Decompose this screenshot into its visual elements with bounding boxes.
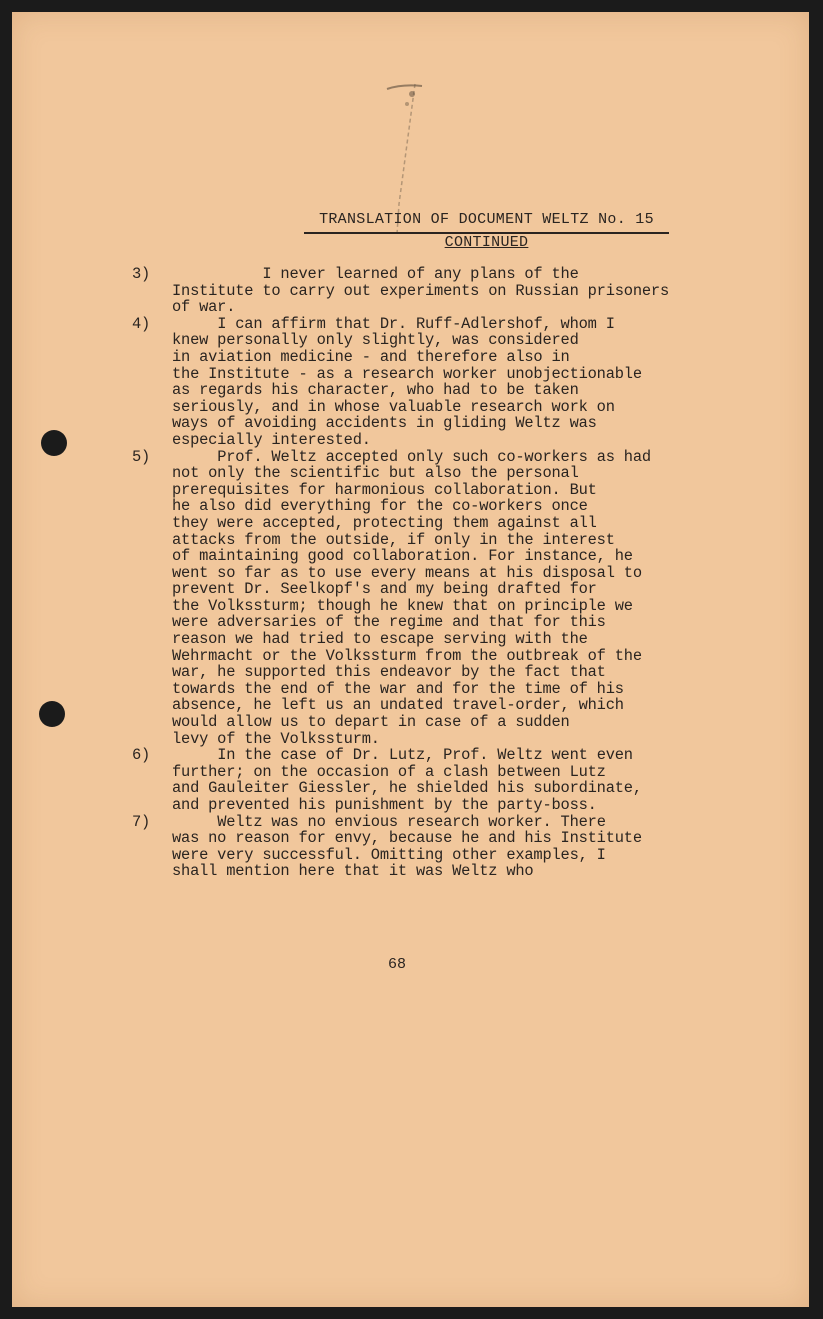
paragraph-7 <box>132 814 772 880</box>
paragraph-text: I can affirm that Dr. Ruff-Adlershof, whom I knew personally only slightly, was considered in aviation medicine - and therefore also in the Institute - as a research worker unobjectionable as regards his character, who had to be taken seriously, and in whose valuable research work on ways of avoiding accidents in gliding Weltz was especially interested. <box>172 314 642 449</box>
paragraph-text: Prof. Weltz accepted only such co-workers as had not only the scientific but also the personal prerequisites for harmonious collaboration. But he also did everything for the co-workers once they were accepted, protecting them against all attacks from the outside, if only in the interest of maintaining good collaboration. For instance, he went so far as to use every means at his disposal to prevent Dr. Seelkopf's and my being drafted for the Volkssturm; though he knew that on principle we were adversaries of the regime and that for this reason we had tried to escape serving with the Wehrmacht or the Volkssturm from the outbreak of the war, he supported this endeavor by the fact that towards the end of the war and for the time of his absence, he left us an undated travel-order, which would allow us to depart in case of a sudden levy of the Volkssturm. <box>172 447 651 748</box>
punch-hole <box>39 701 65 727</box>
paragraph-number: 7) <box>132 812 151 831</box>
paragraph-4 <box>132 316 772 449</box>
paragraph-number: 6) <box>132 746 151 765</box>
paragraph-text: Weltz was no envious research worker. There was no reason for envy, because he and his Institute were very successful. Omitting other examples, I shall mention here that it was Weltz who <box>172 812 642 881</box>
paragraph-6 <box>132 747 772 813</box>
punch-hole <box>41 430 67 456</box>
paragraph-number: 5) <box>132 447 151 466</box>
heading-continued: CONTINUED <box>304 232 669 252</box>
document-page <box>12 12 809 1307</box>
heading-title: TRANSLATION OF DOCUMENT WELTZ No. 15 <box>319 211 654 228</box>
paragraph-text: In the case of Dr. Lutz, Prof. Weltz went even further; on the occasion of a clash between Lutz and Gauleiter Giessler, he shielded his subordinate, and prevented his punishment by the party-boss. <box>172 746 642 814</box>
paragraph-3 <box>132 266 772 316</box>
paragraph-number: 3) <box>132 265 151 283</box>
page-number: 68 <box>388 956 407 973</box>
document-heading <box>304 211 669 252</box>
paragraph-number: 4) <box>132 314 151 333</box>
paragraph-5 <box>132 449 772 748</box>
document-body <box>132 266 772 880</box>
paragraph-text: I never learned of any plans of the Institute to carry out experiments on Russian prisoners of war. <box>172 265 669 317</box>
